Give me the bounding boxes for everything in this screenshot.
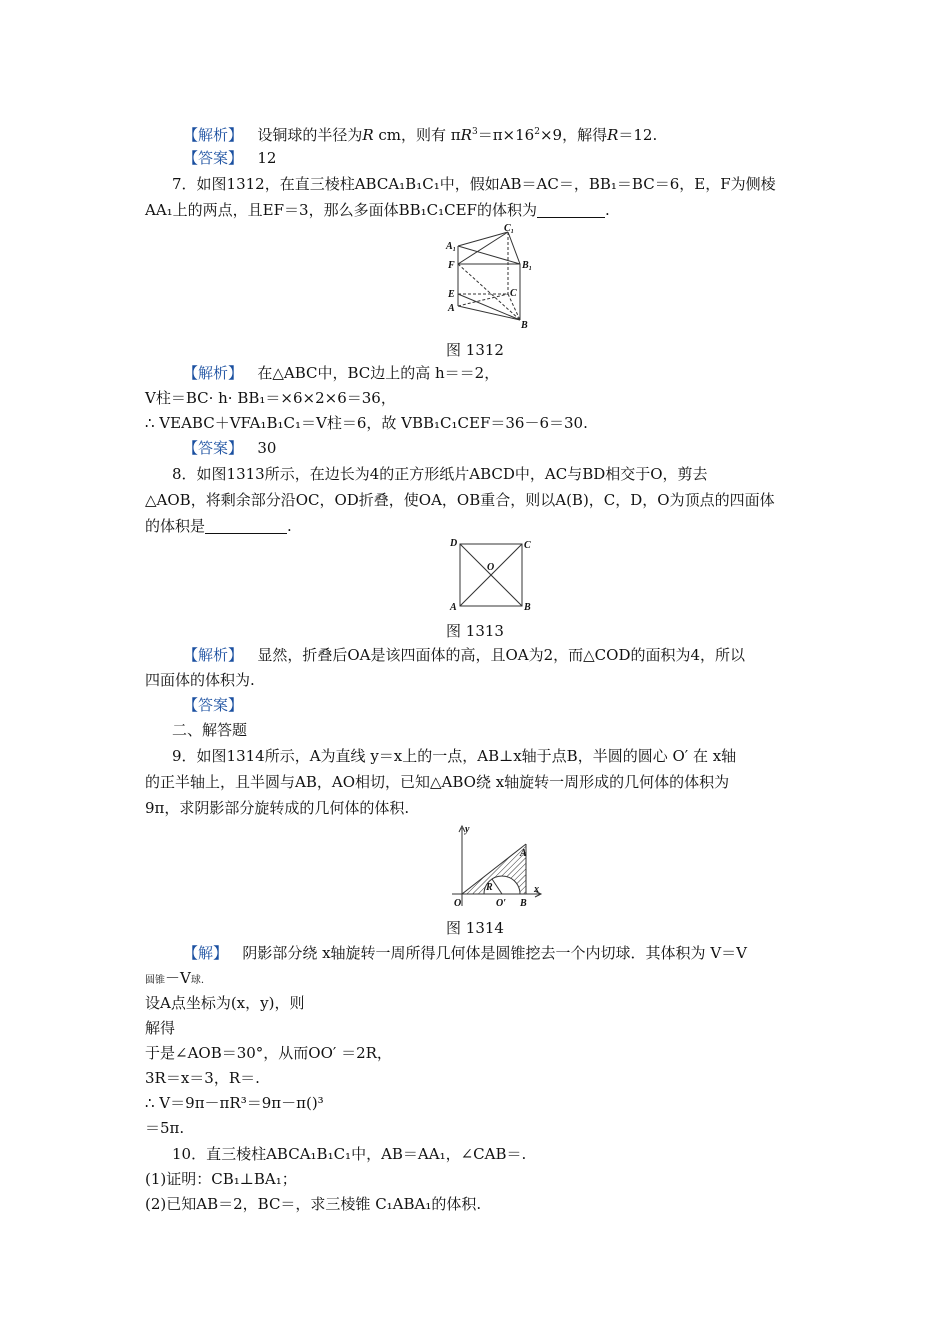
q9-solution-line3: 设A点坐标为(x，y)，则 [145, 994, 305, 1012]
label-A: A [448, 303, 455, 314]
q7-answer: 【答案】 30 [183, 439, 277, 457]
q9-solution: 【解】 阴影部分绕 x轴旋转一周所得几何体是圆锥挖去一个内切球．其体积为 V＝V [183, 944, 747, 962]
label-A1: A₁ [446, 241, 457, 252]
q9-solution-line2: 圆锥－V球. [145, 969, 205, 987]
q7-analysis-line2: V柱＝BC· h· BB₁＝×6×2×6＝36， [145, 389, 396, 407]
label-C1: C₁ [504, 224, 515, 234]
q6-analysis: 【解析】 设铜球的半径为R cm，则有 $\pi R^3=\pi\times 16^2\times 9$，解得R＝12. [183, 126, 658, 144]
q9-solution-line8: ＝5π. [145, 1119, 185, 1137]
label-O: O [454, 898, 462, 909]
figure-1312-caption: 图 1312 [446, 341, 504, 359]
q8-answer [183, 693, 243, 717]
analysis-label: 【解析】 [183, 364, 244, 382]
label-x: x [534, 884, 539, 895]
figure-1314-caption: 图 1314 [446, 919, 504, 937]
q7-question-line1: 7．如图1312，在直三棱柱ABCA₁B₁C₁中，假如AB＝AC＝，BB₁＝BC＝6，E，F为侧棱 [172, 175, 776, 193]
q9-question-line1: 9．如图1314所示，A为直线 y＝x上的一点，AB⊥x轴于点B，半圆的圆心 O′ 在 x轴 [172, 747, 737, 765]
figure-1313-square [446, 536, 536, 616]
q8-analysis: 【解析】 显然，折叠后OA是该四面体的高，且OA为2，而△COD的面积为4，所以 [183, 646, 746, 664]
analysis-label: 【解析】 [183, 646, 244, 664]
q8-question-line2: △AOB，将剩余部分沿OC，OD折叠，使OA，OB重合，则以A(B)，C，D，O为顶点的四面体 [145, 491, 775, 509]
answer-blank [205, 518, 287, 534]
label-E: E [448, 289, 455, 300]
q10-question-line1: 10．直三棱柱ABCA₁B₁C₁中，AB＝AA₁，∠CAB＝. [172, 1145, 527, 1163]
label-C: C [524, 540, 531, 551]
figure-1313-caption: 图 1313 [446, 622, 504, 640]
q7-analysis-line3: ∴ VEABC＋VFA₁B₁C₁＝V柱＝6，故 VBB₁C₁CEF＝36－6＝30. [145, 414, 588, 432]
label-D: D [450, 538, 458, 549]
figure-1312-prism [440, 224, 540, 332]
q9-solution-line4: 解得 [145, 1019, 176, 1037]
label-F: F [448, 260, 455, 271]
label-R: R [486, 882, 493, 893]
label-B: B [521, 320, 528, 331]
q8-question-line3: 的体积是 . [145, 517, 292, 535]
label-O-prime: O′ [496, 898, 507, 909]
q9-solution-line5: 于是∠AOB＝30°，从而OO′ ＝2R， [145, 1044, 392, 1062]
q7-question-line2: AA₁上的两点，且EF＝3，那么多面体BB₁C₁CEF的体积为 . [145, 201, 610, 219]
analysis-label: 【解析】 [183, 126, 244, 144]
q8-question-line1: 8．如图1313所示，在边长为4的正方形纸片ABCD中，AC与BD相交于O，剪去 [172, 465, 708, 483]
label-O: O [487, 562, 495, 573]
q9-solution-line7: ∴ V＝9π－πR³＝9π－π()³ [145, 1094, 324, 1112]
q8-analysis-line2: 四面体的体积为. [145, 671, 255, 689]
label-A: A [520, 848, 527, 859]
q7-analysis: 【解析】 在△ABC中，BC边上的高 h＝＝2， [183, 364, 500, 382]
figure-1314-cone [448, 822, 548, 912]
label-A: A [450, 602, 457, 613]
answer-blank [537, 202, 605, 218]
answer-label: 【答案】 [183, 149, 244, 167]
label-y: y [465, 824, 470, 835]
answer-label: 【答案】 [183, 439, 244, 457]
label-C: C [510, 288, 517, 299]
q6-answer: 【答案】 12 [183, 149, 277, 167]
answer-label: 【答案】 [183, 696, 244, 714]
q9-question-line2: 的正半轴上，且半圆与AB，AO相切，已知△ABO绕 x轴旋转一周形成的几何体的体积为 [145, 773, 730, 791]
q9-solution-line6: 3R＝x＝3，R＝. [145, 1069, 260, 1087]
label-B: B [524, 602, 531, 613]
q9-question-line3: 9π，求阴影部分旋转成的几何体的体积. [145, 799, 410, 817]
q10-question-line2: (1)证明：CB₁⊥BA₁； [145, 1170, 297, 1188]
label-B1: B₁ [522, 260, 533, 271]
section-heading: 二、解答题 [172, 721, 248, 739]
solution-label: 【解】 [183, 944, 229, 962]
q10-question-line3: (2)已知AB＝2，BC＝，求三棱锥 C₁ABA₁的体积. [145, 1195, 482, 1213]
label-B: B [520, 898, 527, 909]
